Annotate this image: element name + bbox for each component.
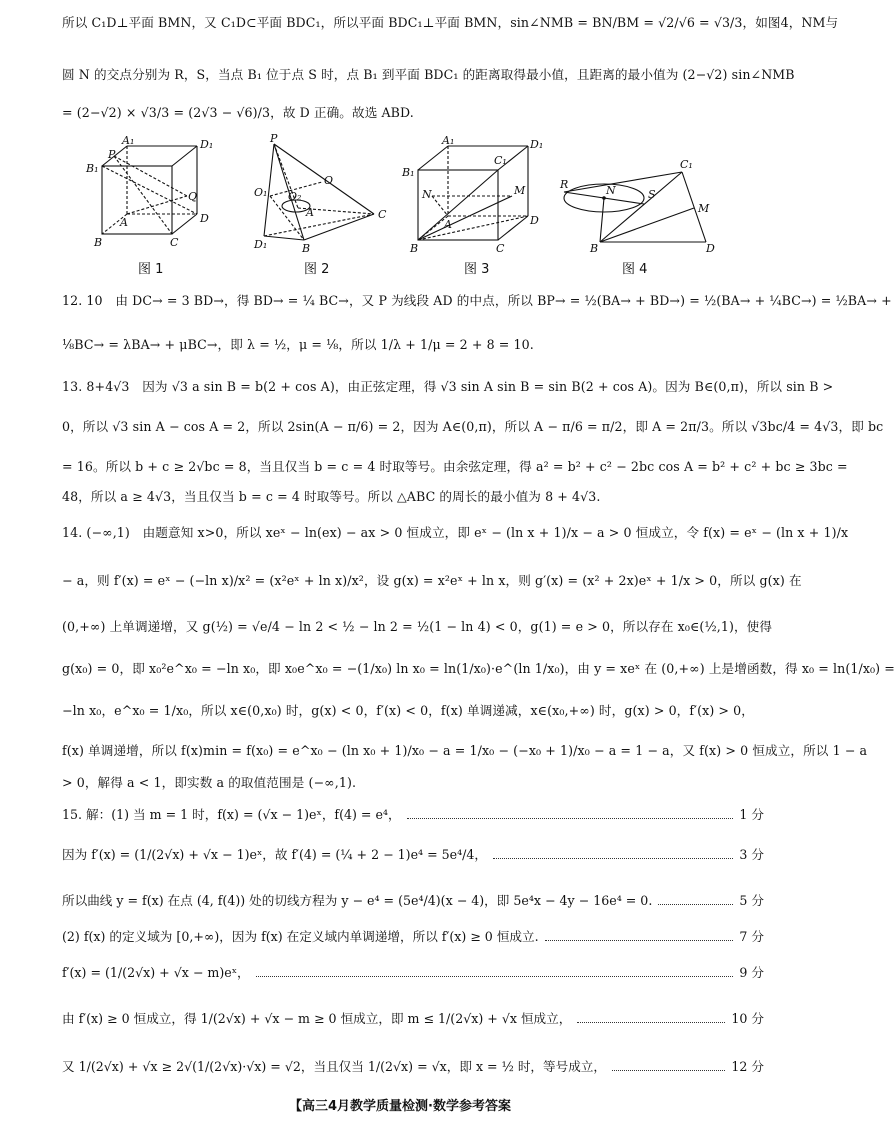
figure-4 — [560, 136, 720, 277]
fig3-label: D₁ — [530, 138, 544, 151]
fig2-label: O — [324, 174, 334, 187]
fig2-label: O₁ — [254, 186, 268, 199]
q15-row — [62, 1058, 764, 1076]
q15-row-score: 1 分 — [739, 807, 764, 822]
fig4-label: R — [560, 178, 569, 191]
q15-row-score: 7 分 — [739, 929, 764, 944]
q15-row — [62, 892, 764, 910]
intro-line: = (2−√2) × √3/3 = (2√3 − √6)/3，故 D 正确。故选 ABD. — [62, 105, 414, 120]
figures-row — [82, 132, 762, 277]
figure-caption: 图 4 — [622, 262, 648, 277]
q12-line: ⅛BC→ = λBA→ + μBC→，即 λ = ½，μ = ⅛，所以 1/λ + 1/μ = 2 + 8 = 10. — [62, 337, 534, 352]
fig3-label: D — [530, 214, 539, 227]
page-footer: 【高三4月教学质量检测·数学参考答案 — [289, 1099, 511, 1114]
leader-dots — [612, 1070, 725, 1071]
leader-dots — [658, 904, 733, 905]
leader-dots — [407, 818, 734, 819]
fig3-label: C₁ — [494, 154, 507, 167]
figure-caption: 图 3 — [464, 262, 490, 277]
fig2-label: A — [306, 206, 314, 219]
q15-row-text: 又 1/(2√x) + √x ≥ 2√(1/(2√x)·√x) = √2，当且仅当 1/(2√x) = √x，即 x = ½ 时，等号成立， — [62, 1059, 606, 1074]
q15-row — [62, 806, 764, 824]
fig3-label: M — [514, 184, 526, 197]
fig3-label: A — [444, 218, 452, 231]
q14-line: (0,+∞) 上单调递增，又 g(½) = √e/4 − ln 2 < ½ − ln 2 = ½(1 − ln 4) < 0，g(1) = e > 0，所以存在 x₀∈(½,1)，使得 — [62, 619, 773, 634]
fig1-label: D₁ — [200, 138, 214, 151]
q14-line: 14. (−∞,1) 由题意知 x>0，所以 xeˣ − ln(ex) − ax > 0 恒成立，即 eˣ − (ln x + 1)/x − a > 0 恒成立，令 f(x) = eˣ − (ln x + 1)/x — [62, 525, 849, 540]
figure-caption: 图 1 — [138, 262, 164, 277]
q15-row — [62, 846, 764, 864]
fig1-label: A₁ — [122, 134, 135, 147]
fig1-label: D — [200, 212, 209, 225]
fig1-label: Q — [188, 190, 198, 203]
figure-2-pyramid — [252, 132, 392, 256]
fig1-label: A — [120, 216, 128, 229]
fig2-label: D₁ — [254, 238, 268, 251]
q15-row-score: 9 分 — [739, 965, 764, 980]
intro-line: 圆 N 的交点分别为 R，S，当点 B₁ 位于点 S 时，点 B₁ 到平面 BDC₁ 的距离取得最小值，且距离的最小值为 (2−√2) sin∠NMB — [62, 67, 795, 82]
q14-line: > 0，解得 a < 1，即实数 a 的取值范围是 (−∞,1). — [62, 775, 357, 790]
q15-row — [62, 928, 764, 946]
q15-row-text: 15. 解：(1) 当 m = 1 时，f(x) = (√x − 1)eˣ，f(4) = e⁴， — [62, 807, 401, 822]
fig4-label: C₁ — [680, 158, 693, 171]
q13-line: = 16。所以 b + c ≥ 2√bc = 8，当且仅当 b = c = 4 时取等号。由余弦定理，得 a² = b² + c² − 2bc cos A = b² + c² + bc ≥ 3bc = — [62, 459, 848, 474]
fig3-label: B — [410, 242, 419, 255]
fig4-label: S — [648, 188, 656, 201]
fig1-label: B₁ — [86, 162, 99, 175]
q15-row — [62, 1010, 764, 1028]
leader-dots — [545, 940, 734, 941]
leader-dots — [256, 976, 734, 977]
figure-2 — [252, 132, 392, 277]
q13-line: 48，所以 a ≥ 4√3，当且仅当 b = c = 4 时取等号。所以 △ABC 的周长的最小值为 8 + 4√3. — [62, 489, 601, 504]
figure-1 — [82, 134, 222, 277]
figure-3 — [402, 134, 552, 277]
q15-row — [62, 964, 764, 982]
q15-row-score: 10 分 — [731, 1011, 764, 1026]
fig4-label: M — [698, 202, 710, 215]
fig3-label: C — [496, 242, 505, 255]
fig2-label: C — [378, 208, 387, 221]
q13-line: 0，所以 √3 sin A − cos A = 2，所以 2sin(A − π/6) = 2，因为 A∈(0,π)，所以 A − π/6 = π/2，即 A = 2π/3。所以 √3bc/4 = 4√3，即 bc — [62, 419, 884, 434]
intro-line: 所以 C₁D⊥平面 BMN，又 C₁D⊂平面 BDC₁，所以平面 BDC₁⊥平面 BMN，sin∠NMB = BN/BM = √2/√6 = √3/3，如图4，NM与 — [62, 15, 839, 30]
fig4-label: B — [590, 242, 599, 255]
fig4-label: D — [706, 242, 715, 255]
fig3-label: B₁ — [402, 166, 415, 179]
leader-dots — [493, 858, 733, 859]
fig2-label: P — [270, 132, 278, 145]
q15-row-text: f′(x) = (1/(2√x) + √x − m)eˣ， — [62, 965, 250, 980]
figure-4-circle-triangle — [560, 136, 720, 256]
q15-row-text: 所以曲线 y = f(x) 在点 (4, f(4)) 处的切线方程为 y − e⁴ = (5e⁴/4)(x − 4)，即 5e⁴x − 4y − 16e⁴ = 0. — [62, 893, 653, 908]
fig4-label: N — [606, 184, 616, 197]
q15-row-score: 12 分 — [731, 1059, 764, 1074]
fig1-label: B — [94, 236, 103, 249]
q14-line: − a，则 f′(x) = eˣ − (−ln x)/x² = (x²eˣ + ln x)/x²，设 g(x) = x²eˣ + ln x，则 g′(x) = (x² + 2x)eˣ + 1/x > 0，所以 g(x) 在 — [62, 573, 802, 588]
q14-line: −ln x₀，e^x₀ = 1/x₀，所以 x∈(0,x₀) 时，g(x) < 0，f′(x) < 0，f(x) 单调递减，x∈(x₀,+∞) 时，g(x) > 0，f′(x) > 0， — [62, 703, 754, 718]
q12-line: 12. 10 由 DC→ = 3 BD→，得 BD→ = ¼ BC→，又 P 为线段 AD 的中点，所以 BP→ = ½(BA→ + BD→) = ½(BA→ + ¼BC→) = ½BA→ + — [62, 293, 892, 308]
figure-3-cube — [402, 136, 552, 256]
q15-row-score: 5 分 — [739, 893, 764, 908]
leader-dots — [577, 1022, 725, 1023]
q15-row-score: 3 分 — [739, 847, 764, 862]
fig2-label: O₂ — [288, 190, 302, 203]
q15-row-text: (2) f(x) 的定义域为 [0,+∞)，因为 f(x) 在定义域内单调递增，所以 f′(x) ≥ 0 恒成立. — [62, 929, 539, 944]
q14-line: g(x₀) = 0，即 x₀²e^x₀ = −ln x₀，即 x₀e^x₀ = −(1/x₀) ln x₀ = ln(1/x₀)·e^(ln 1/x₀)，由 y = xeˣ 在 (0,+∞) 上是增函数，得 x₀ = ln(1/x₀) = — [62, 661, 895, 676]
q15-row-text: 由 f′(x) ≥ 0 恒成立，得 1/(2√x) + √x − m ≥ 0 恒成立，即 m ≤ 1/(2√x) + √x 恒成立， — [62, 1011, 572, 1026]
q14-line: f(x) 单调递增，所以 f(x)min = f(x₀) = e^x₀ − (ln x₀ + 1)/x₀ − a = 1/x₀ − (−x₀ + 1)/x₀ − a = 1 − a，又 f(x) > 0 恒成立，所以 1 − a — [62, 743, 868, 758]
figure-1-cube — [82, 136, 222, 256]
fig1-label: C — [170, 236, 179, 249]
q15-row-text: 因为 f′(x) = (1/(2√x) + √x − 1)eˣ，故 f′(4) = (¼ + 2 − 1)e⁴ = 5e⁴/4， — [62, 847, 488, 862]
fig3-label: A₁ — [442, 134, 455, 147]
fig2-label: B — [302, 242, 311, 255]
fig1-label: P — [108, 148, 116, 161]
fig3-label: N — [422, 188, 432, 201]
figure-caption: 图 2 — [304, 262, 330, 277]
q13-line: 13. 8+4√3 因为 √3 a sin B = b(2 + cos A)，由正弦定理，得 √3 sin A sin B = sin B(2 + cos A)。因为 B∈(0,π)，所以 sin B > — [62, 379, 834, 394]
